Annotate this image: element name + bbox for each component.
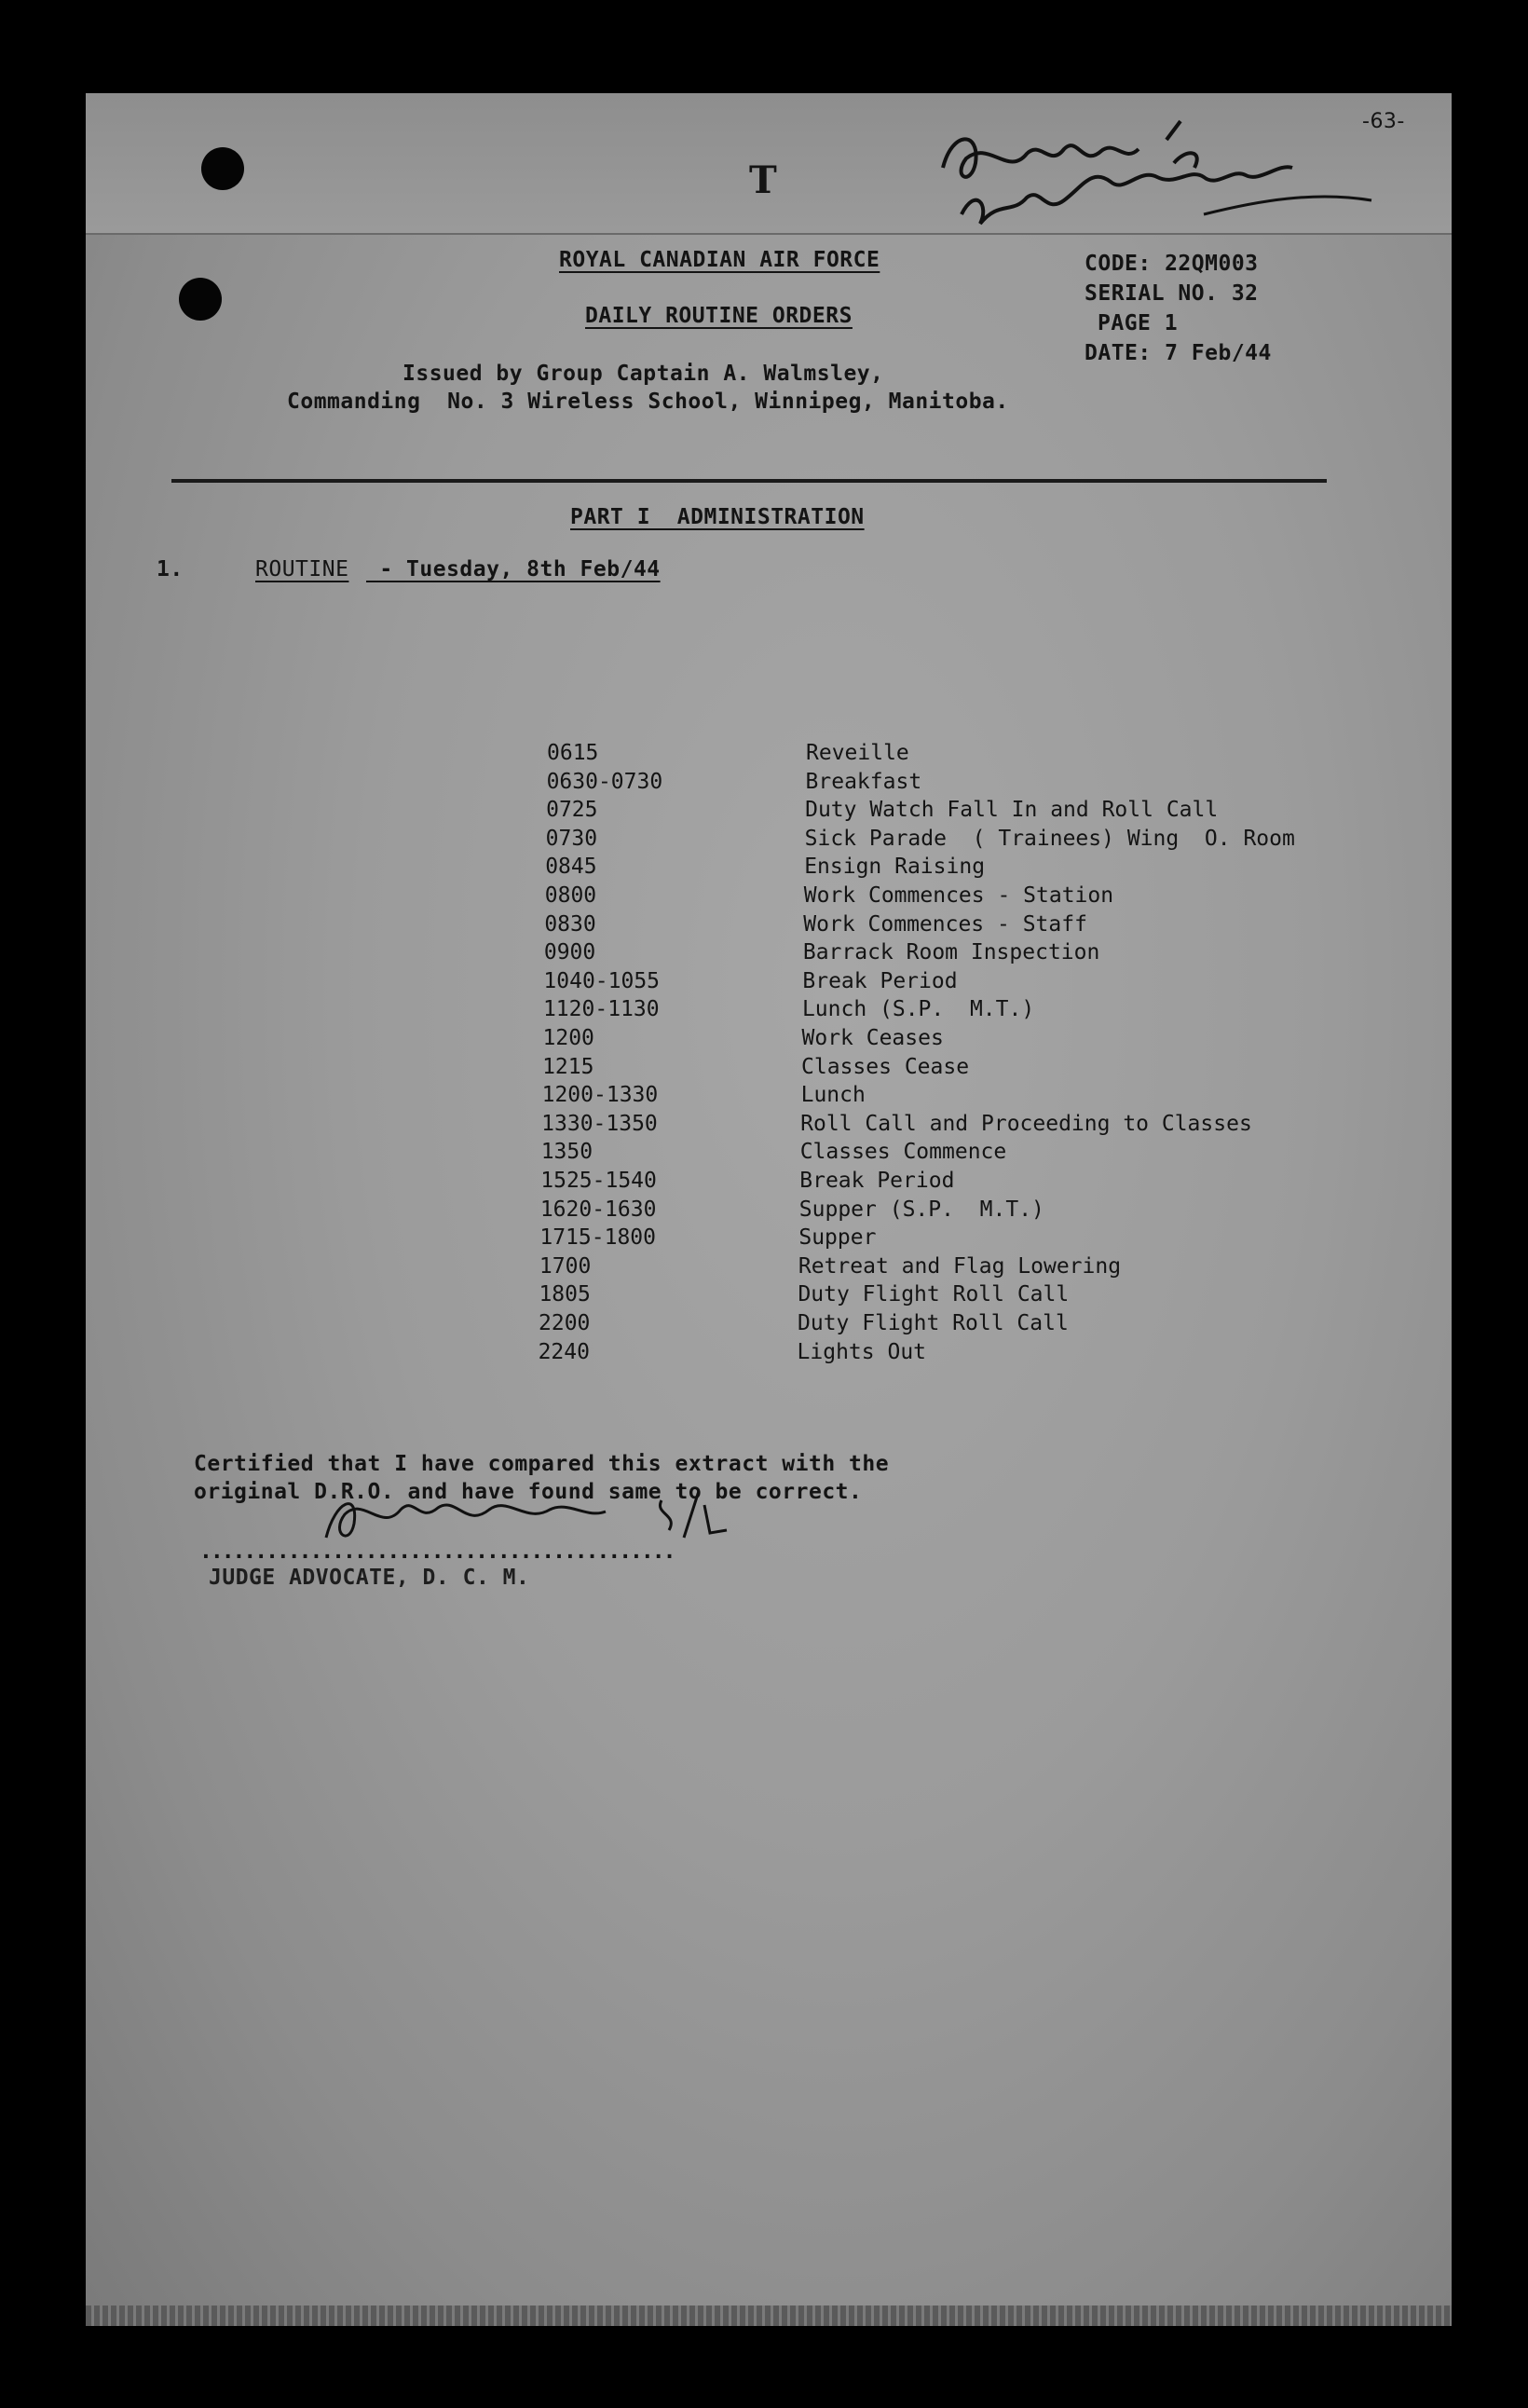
schedule-event: Work Commences - Station: [803, 883, 1114, 908]
schedule-row: [540, 1140, 1385, 1168]
part-heading: PART I ADMINISTRATION: [570, 505, 865, 529]
schedule-event: Duty Flight Roll Call: [798, 1282, 1070, 1307]
schedule-event: Work Ceases: [801, 1026, 944, 1050]
schedule-event: Supper: [798, 1225, 877, 1251]
schedule-time: 1715-1800: [539, 1225, 656, 1251]
schedule-row: [543, 940, 1385, 968]
schedule-time: 1620-1630: [539, 1197, 657, 1222]
schedule-time: 1805: [539, 1282, 591, 1307]
schedule-time: 1215: [542, 1054, 594, 1079]
schedule-event: Roll Call and Proceeding to Classes: [800, 1111, 1252, 1136]
document-subtitle: DAILY ROUTINE ORDERS: [585, 304, 853, 328]
punch-hole-top: [201, 147, 244, 190]
schedule-event: Break Period: [802, 968, 958, 993]
page-number: -63-: [1362, 110, 1405, 133]
schedule-row: [539, 1282, 1385, 1310]
signatory-title: JUDGE ADVOCATE, D. C. M.: [209, 1566, 530, 1590]
schedule-time: 0725: [546, 798, 598, 823]
item-number: 1.: [157, 557, 184, 581]
schedule-time: 1120-1130: [542, 997, 660, 1022]
schedule-row: [547, 855, 1385, 882]
schedule-row: [541, 1083, 1385, 1111]
schedule-time: 2200: [539, 1311, 591, 1335]
schedule-time: 0615: [547, 741, 599, 765]
schedule-event: Sick Parade ( Trainees) Wing O. Room: [804, 826, 1295, 851]
schedule-row: [540, 1169, 1385, 1197]
schedule-time: 0845: [545, 855, 597, 880]
date-field: DATE: 7 Feb/44: [1085, 341, 1272, 365]
serial-field: SERIAL NO. 32: [1085, 281, 1259, 306]
schedule-row: [539, 1311, 1385, 1339]
handwritten-note-signature: [924, 112, 1409, 233]
schedule-event: Supper (S.P. M.T.): [798, 1197, 1044, 1222]
schedule-time: 0800: [544, 883, 597, 908]
page-field: PAGE 1: [1098, 311, 1179, 335]
schedule-time: 1525-1540: [540, 1169, 657, 1193]
schedule-event: Classes Cease: [801, 1054, 970, 1079]
schedule-event: Work Commences - Staff: [803, 911, 1087, 937]
schedule-row: [541, 1111, 1385, 1140]
schedule-time: 2240: [538, 1339, 590, 1364]
schedule-row: [547, 827, 1385, 855]
schedule-event: Duty Watch Fall In and Roll Call: [805, 798, 1219, 823]
signature-dotted-line: ...........................................: [199, 1539, 675, 1564]
schedule-row: [539, 1197, 1385, 1225]
schedule-time: 0630-0730: [546, 769, 663, 794]
film-edge: [86, 2305, 1452, 2326]
schedule-event: Lunch: [800, 1083, 866, 1108]
schedule-time: 1200: [542, 1026, 594, 1050]
schedule-row: [547, 741, 1385, 769]
punch-hole-bottom: [179, 278, 222, 321]
certified-line-2: original D.R.O. and have found same to be correct.: [194, 1480, 863, 1504]
certified-line-1: Certified that I have compared this extract with the: [194, 1452, 890, 1476]
schedule-event: Barrack Room Inspection: [802, 940, 1100, 965]
schedule-row: [542, 1054, 1385, 1083]
schedule-event: Reveille: [806, 741, 909, 765]
routine-date: - Tuesday, 8th Feb/44: [366, 557, 661, 581]
commanding-line: Commanding No. 3 Wireless School, Winnipeg, Manitoba.: [287, 390, 1009, 414]
document-title: ROYAL CANADIAN AIR FORCE: [559, 248, 880, 272]
schedule-time: 1040-1055: [543, 968, 661, 993]
schedule-time: 1330-1350: [541, 1111, 658, 1136]
schedule-time: 0900: [543, 940, 596, 965]
schedule-event: Classes Commence: [799, 1140, 1007, 1165]
schedule-row: [544, 883, 1385, 911]
routine-label: ROUTINE: [255, 557, 349, 581]
schedule-row: [539, 1253, 1385, 1282]
schedule-event: Lights Out: [797, 1339, 927, 1364]
issued-by-line: Issued by Group Captain A. Walmsley,: [402, 362, 884, 386]
schedule-event: Retreat and Flag Lowering: [798, 1253, 1122, 1279]
schedule-time: 1350: [540, 1140, 593, 1165]
header-mark: T: [749, 158, 778, 202]
schedule-row: [539, 1225, 1385, 1253]
header-rule: [171, 479, 1327, 483]
schedule-row: [547, 770, 1385, 798]
schedule-time: 1700: [539, 1253, 592, 1279]
schedule-event: Breakfast: [805, 769, 922, 794]
schedule-row: [538, 1339, 1385, 1368]
document-sheet: [86, 93, 1452, 2326]
schedule-row: [542, 997, 1385, 1025]
schedule-row: [544, 911, 1385, 940]
schedule-time: 0830: [544, 911, 596, 937]
schedule-row: [542, 1026, 1385, 1054]
schedule-event: Ensign Raising: [804, 855, 986, 880]
schedule-row: [543, 968, 1385, 997]
schedule-time: 0730: [545, 826, 598, 851]
schedule-event: Duty Flight Roll Call: [798, 1311, 1069, 1335]
schedule-row: [547, 798, 1385, 826]
schedule-event: Lunch (S.P. M.T.): [801, 997, 1035, 1022]
schedule-event: Break Period: [799, 1169, 955, 1193]
code-field: CODE: 22QM003: [1085, 252, 1259, 276]
schedule-time: 1200-1330: [541, 1083, 659, 1108]
